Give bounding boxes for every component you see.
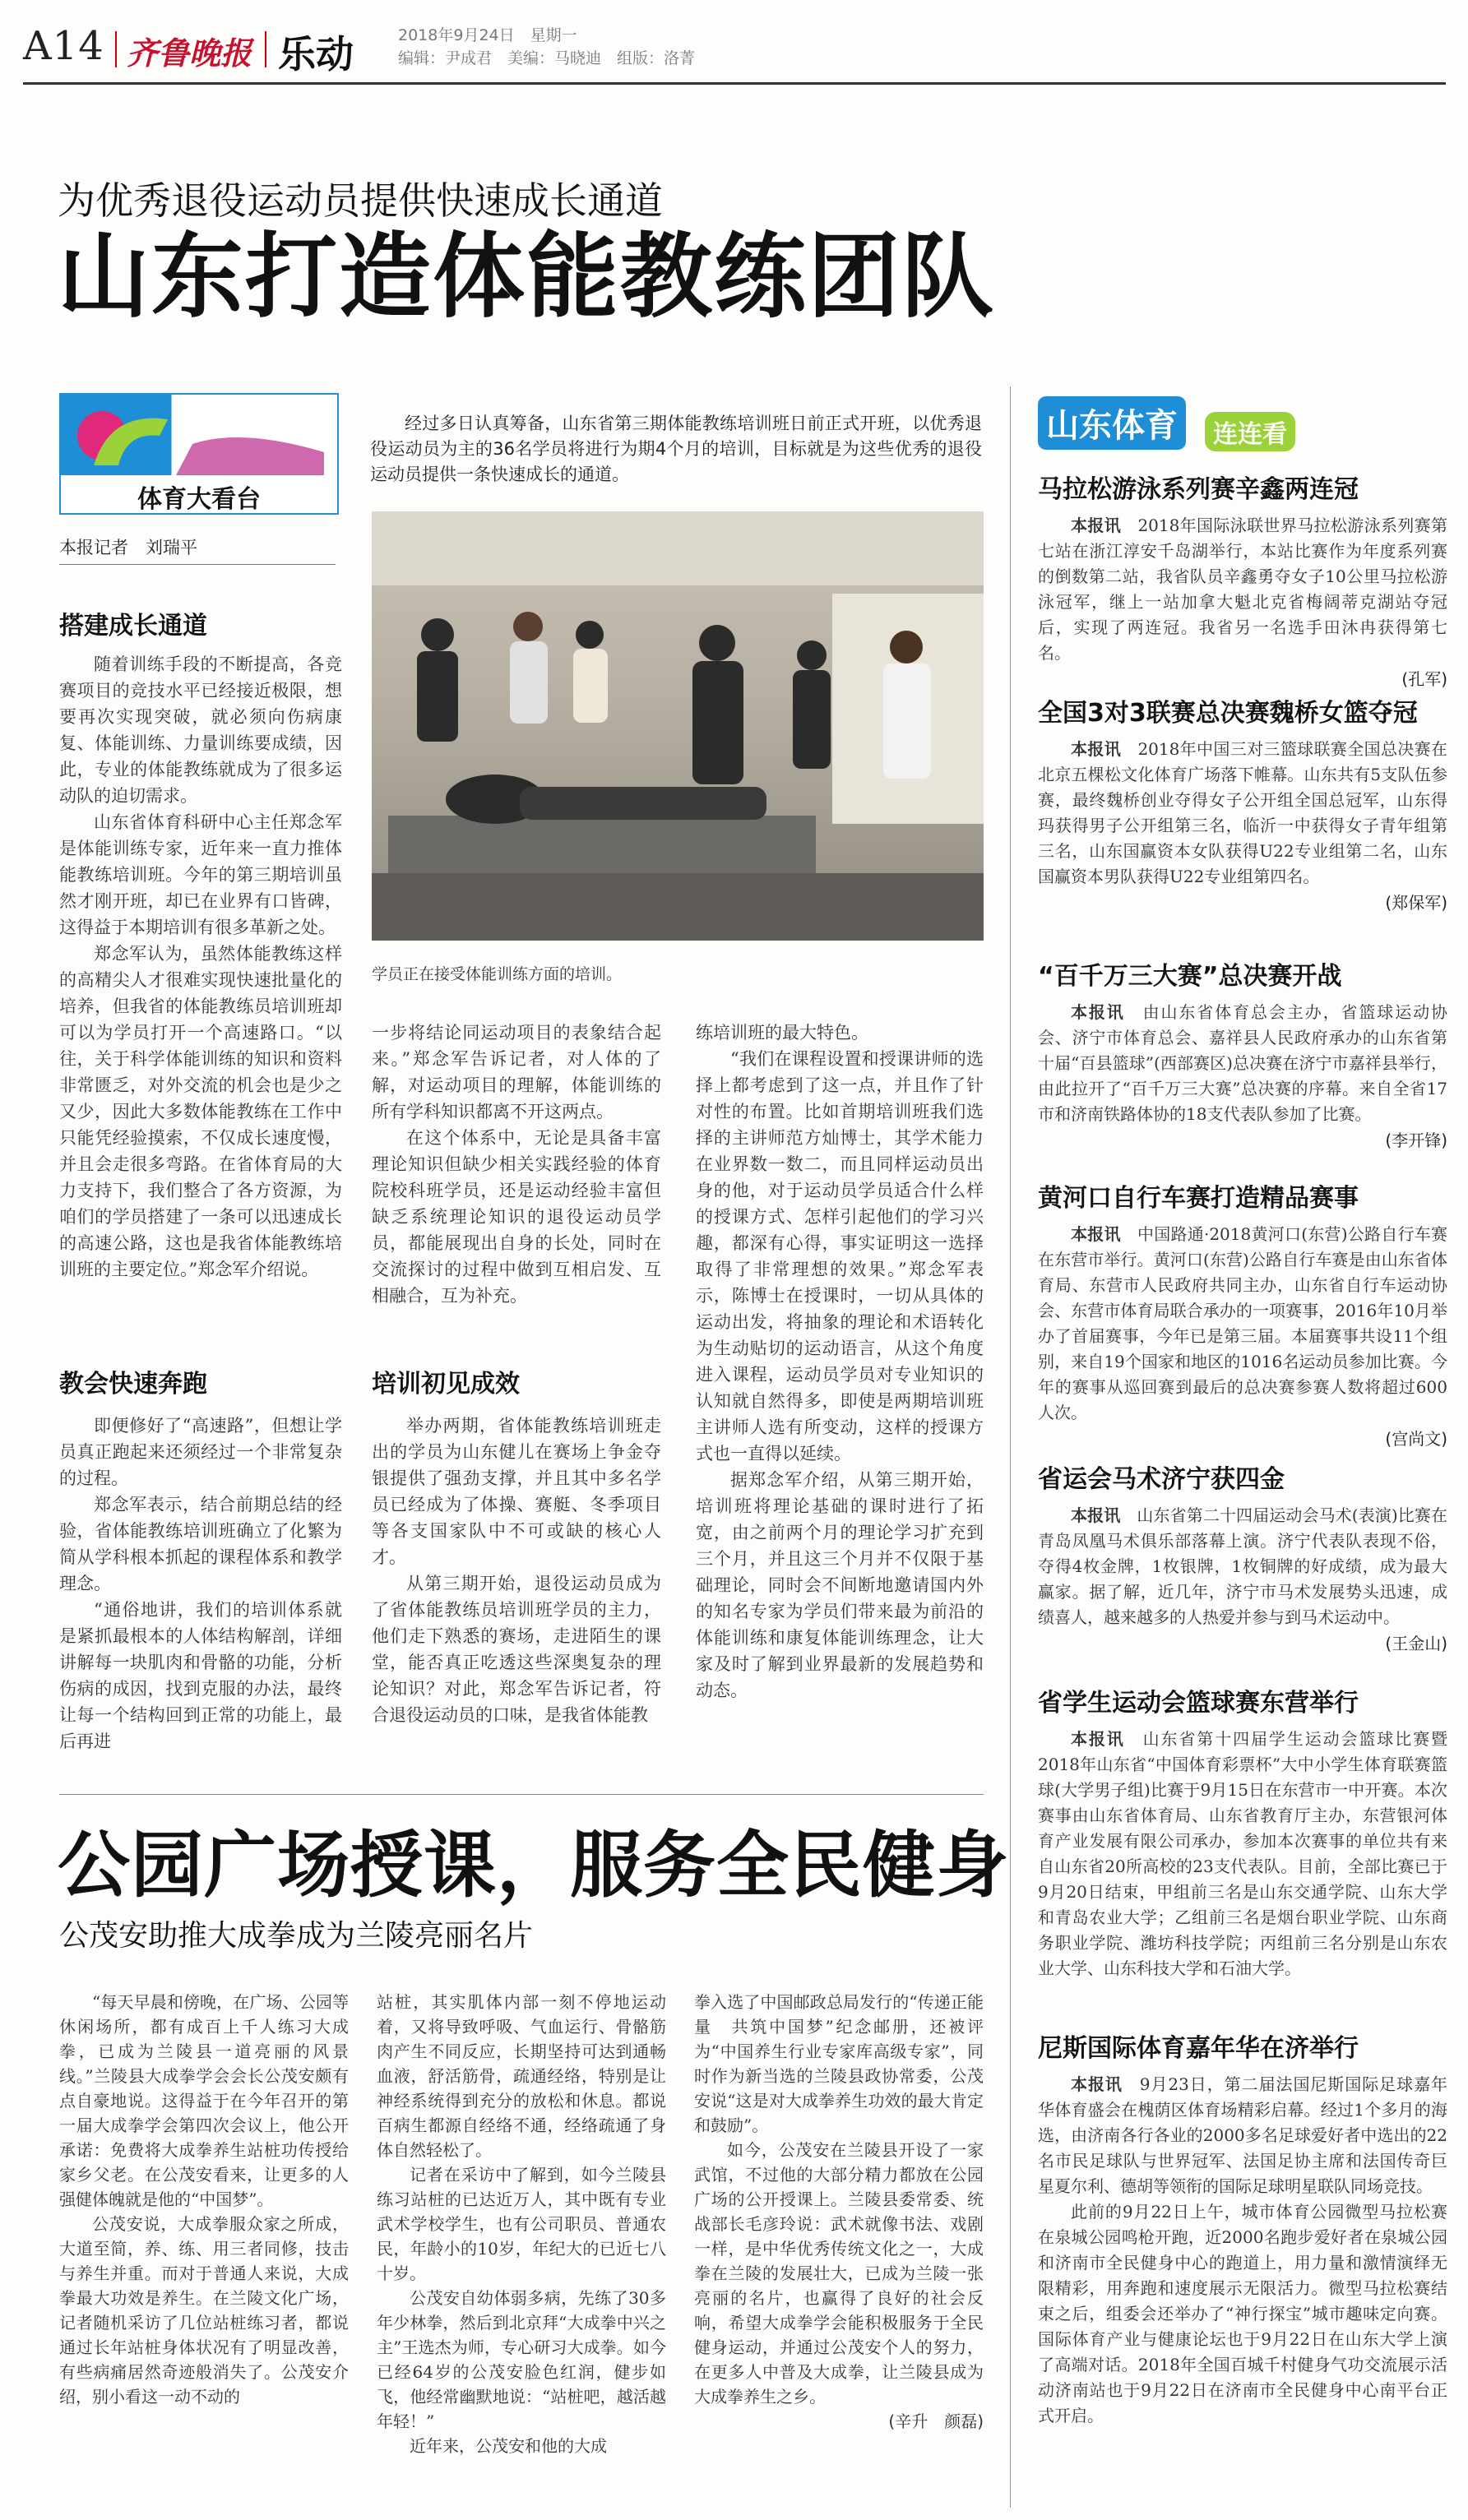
sidebar-item-author: (李开锋) [1385,1131,1447,1150]
item-text: 由山东省体育总会主办，省篮球运动协会、济宁市体育总会、嘉祥县人民政府承办的山东省第十届“百县篮球”(西部赛区)总决赛在济宁市嘉祥县举行，由此拉开了“百千万三大赛”总决赛的序幕。来自全省17市和济南铁路体协的18支代表队参加了比赛。 [1038,1002,1448,1124]
item-lead: 本报讯 [1071,1002,1125,1022]
sidebar-item [1038,692,1447,955]
sidebar-item-title: 省运会马术济宁获四金 [1038,1465,1285,1494]
sub-heading-2: 教会快速奔跑 [59,1370,207,1399]
sidebar-item [1038,1682,1447,2028]
sidebar-item [1038,2028,1447,2429]
page-number: A14 [23,23,104,69]
story1-col1a [59,651,342,1283]
sidebar-item [1038,955,1447,1177]
sidebar-item-title: 尼斯国际体育嘉年华在济举行 [1038,2034,1359,2063]
item-text: 山东省第十四届学生运动会篮球比赛暨2018年山东省“中国体育彩票杯”大中小学生体育联赛篮球(大学男子组)比赛于9月15日在东营市一中开赛。本次赛事由山东省体育局、山东省教育厅主办，东营银河体育产业发展有限公司承办，参加本次赛事的单位共有来自山东省20所高校的23支代表队。目前，全部比赛已于9月20日结束，甲组前三名是山东交通学院、山东大学和青岛农业大学；乙组前三名是烟台职业学院、山东商务职业学院、潍坊科技学院；丙组前三名分别是山东农业大学、山东科技大学和石油大学。 [1038,1729,1448,1978]
sidebar-logo [1038,391,1334,454]
item-text: 2018年中国三对三篮球联赛全国总决赛在北京五棵松文化体育广场落下帷幕。山东共有5支队伍参赛，最终魏桥创业夺得女子公开组全国总冠军，山东得玛获得男子公开组第三名，临沂一中获得女子青年组第三名，山东国赢资本女队获得U22专业组第二名，山东国赢资本男队获得U22专业组第四名。 [1038,739,1448,886]
paragraph: 从第三期开始，退役运动员成为了省体能教练员培训班学员的主力，他们走下熟悉的赛场，走进陌生的课堂，能否真正吃透这些深奥复杂的理论知识？对此，郑念军告诉记者，符合退役运动员的口味，是我省体能教 [372,1574,661,1725]
item-lead: 本报讯 [1071,1224,1121,1244]
sidebar-divider [1010,386,1011,2508]
paragraph: 据郑念军介绍，从第三期开始，培训班将理论基础的课时进行了拓宽，由之前两个月的理论学习扩充到三个月，并且这三个月并不仅限于基础理论，同时会不间断地邀请国内外的知名专家为学员们带来最为前沿的体能训练和康复体能训练理念，让大家及时了解到业界最新的发展趋势和动态。 [696,1470,984,1700]
paragraph: 一步将结论同运动项目的表象结合起来。”郑念军告诉记者，对人体的了解，对运动项目的理解，体能训练的所有学科知识都离不开这两点。 [372,1023,661,1121]
story1-kicker: 为优秀退役运动员提供快速成长通道 [58,178,663,223]
sidebar-item-body [1038,513,1447,666]
sub-heading-1: 搭建成长通道 [59,612,207,640]
sidebar-item-author: (宫尚文) [1385,1429,1447,1449]
story1-col3 [696,1020,984,1704]
item-text: 中国路通·2018黄河口(东营)公路自行车赛在东营市举行。黄河口(东营)公路自行车赛是由山东省体育局、东营市人民政府共同主办，山东省自行车运动协会、东营市体育局联合承办的一项赛事，2016年10月举办了首届赛事，今年已是第三届。本届赛事共设11个组别，来自19个国家和地区的1016名运动员参加比赛。今年的赛事从巡回赛到最后的总决赛参赛人数将超过600人次。 [1038,1224,1447,1422]
sidebar-item [1038,1459,1447,1682]
story-separator [59,1794,984,1795]
item-text: 山东省第二十四届运动会马术(表演)比赛在青岛凤凰马术俱乐部落幕上演。济宁代表队表现不俗，夺得4枚金牌，1枚银牌，1枚铜牌的好成绩，成为最大赢家。据了解，近几年，济宁市马术发展势头迅速，成绩喜人，越来越多的人热爱并参与到马术运动中。 [1038,1505,1448,1627]
paragraph: 即便修好了“高速路”，但想让学员真正跑起来还须经过一个非常复杂的过程。 [59,1416,342,1488]
item-text: 2018年国际泳联世界马拉松游泳系列赛第七站在浙江淳安千岛湖举行，本站比赛作为年度系列赛的倒数第二站，我省队员辛鑫勇夺女子10公里马拉松游泳冠军，继上一站加拿大魁北克省梅阔蒂克湖站夺冠后，实现了两连冠。我省另一名选手田沐冉获得第七名。 [1038,516,1448,663]
sidebar-item-body [1038,1000,1447,1127]
paragraph: 练培训班的最大特色。 [696,1023,868,1043]
header-date: 2018年9月24日 星期一 [398,26,577,44]
paragraph: 举办两期，省体能教练培训班走出的学员为山东健儿在赛场上争金夺银提供了强劲支撑，并且其中多名学员已经成为了体操、赛艇、冬季项目等各支国家队中不可或缺的核心人才。 [372,1416,661,1567]
sports-column-logo [59,393,339,515]
sidebar-logo-main: 山东体育 [1038,396,1186,450]
story1-col2a [372,1020,661,1309]
byline-rule [59,564,336,565]
paragraph: 在这个体系中，无论是具备丰富理论知识但缺少相关实践经验的体育院校科班学员，还是运动经验丰富但缺乏系统理论知识的退役运动员学员，都能展现出自身的长处，同时在交流探讨的过程中做到互相启发、互相融合，互为补充。 [372,1128,661,1306]
story1-byline: 本报记者 刘瑞平 [59,538,197,557]
story2-col3 [694,1990,984,2434]
paragraph: 站桩，其实肌体内部一刻不停地运动着，又将导致呼吸、气血运行、骨骼筋肉产生不同反应，长期坚持可达到通畅血液，舒活筋骨，疏通经络，特别是让神经系统得到充分的放松和休息。都说百病生都源自经络不通，经络疏通了身体自然轻松了。 [377,1992,666,2160]
paragraph: 随着训练手段的不断提高，各竞赛项目的竞技水平已经接近极限，想要再次实现突破，就必须向伤病康复、体能训练、力量训练要成绩，因此，专业的体能教练就成为了很多运动队的迫切需求。 [59,654,342,806]
training-photo [372,511,984,941]
paragraph: “通俗地讲，我们的培训体系就是紧抓最根本的人体结构解剖，详细讲解每一块肌肉和骨骼的功能，分析伤病的成因，找到克服的办法，最终让每一个结构回到正常的功能上，最后再进 [59,1600,342,1751]
item-lead: 本报讯 [1071,1505,1121,1525]
story1-lede: 经过多日认真筹备，山东省第三期体能教练培训班日前正式开班，以优秀退役运动员为主的36名学员将进行为期4个月的培训，目标就是为这些优秀的退役运动员提供一条快速成长的通道。 [370,414,982,484]
story2-author: (辛升 颜磊) [888,2411,984,2431]
paragraph: 山东省体育科研中心主任郑念军是体能训练专家，近年来一直力推体能教练培训班。今年的第三期培训虽然才刚开班，却已在业界有口皆碑，这得益于本期培训有很多革新之处。 [59,812,342,937]
paragraph: 拳入选了中国邮政总局发行的“传递正能量 共筑中国梦”纪念邮册，还被评为“中国养生行业专家库高级专家”，同时作为新当选的兰陵县政协常委，公茂安说“这是对大成拳养生功效的最大肯定和鼓励”。 [694,1992,984,2135]
sidebar-news-list [1038,469,1447,2429]
header-divider-2 [265,31,266,67]
paragraph: “我们在课程设置和授课讲师的选择上都考虑到了这一点，并且作了针对性的布置。比如首期培训班我们选择的主讲师范方灿博士，其学术能力在业界数一数二，而且同样运动员出身的他，对于运动员学员适合什么样的授课方式、怎样引起他们的学习兴趣，都深有心得，事实证明这一选择取得了非常理想的效果。”郑念军表示，陈博士在授课时，一切从具体的运动出发，将抽象的理论和术语转化为生动贴切的运动语言，从这个角度进入课程，运动员学员对专业知识的认知就自然得多，即使是两期培训班主讲师人选有所变动，这样的授课方式也一直得以延续。 [696,1049,984,1463]
logo-label: 体育大看台 [137,485,261,514]
sidebar-item-body [1038,1222,1447,1426]
story1-col1b [59,1413,342,1755]
item-text: 9月23日，第二届法国尼斯国际足球嘉年华体育盛会在槐荫区体育场精彩启幕。经过1个多月的海选，由济南各行各业的2000多名足球爱好者中选出的22名市民足球队与世界冠军、法国足协主席和法国传奇巨星夏尔利、德胡等领衔的国际足球明星联队同场竞技。 [1038,2074,1448,2196]
paper-name: 齐鲁晚报 [127,35,252,72]
story2-subhead: 公茂安助推大成拳成为兰陵亮丽名片 [59,1919,534,1953]
header-rule [23,82,1446,85]
section-name: 乐动 [278,32,354,76]
sidebar-logo-tag: 连连看 [1202,409,1298,454]
item-lead: 本报讯 [1071,1729,1125,1749]
story1-col2b [372,1413,661,1728]
sidebar-item-body-2: 此前的9月22日上午，城市体育公园微型马拉松赛在泉城公园鸣枪开跑，近2000名跑步爱好者在泉城公园和济南市全民健身中心的跑道上，用力量和激情演绎无限精彩，用奔跑和速度展示无限活力。微型马拉松赛结束之后，组委会还举办了“神行探宝”城市趣味定向赛。国际体育产业与健康论坛也于9月22日在山东大学上演了高端对话。2018年全国百城千村健身气功交流展示活动济南站也于9月22日在济南市全民健身中心南平台正式开启。 [1038,2202,1447,2425]
logo-graphic [61,395,337,475]
sidebar-item-title: 黄河口自行车赛打造精品赛事 [1038,1184,1359,1213]
sidebar-item-title: 省学生运动会篮球赛东营举行 [1038,1689,1359,1718]
story2-headline: 公园广场授课，服务全民健身 [58,1823,1010,1907]
sidebar-item [1038,469,1447,692]
sidebar-item-title: 全国3对3联赛总决赛魏桥女篮夺冠 [1038,699,1418,728]
sidebar-item-body [1038,1503,1447,1630]
paragraph: 公茂安说，大成拳服众家之所成，大道至简，养、练、用三者同修，技击与养生并重。而对于普通人来说，大成拳最大功效是养生。在兰陵文化广场，记者随机采访了几位站桩练习者，都说通过长年站桩身体状况有了明显改善，有些病痛居然奇迹般消失了。公茂安介绍，别小看这一动不动的 [59,2214,349,2407]
paragraph: 如今，公茂安在兰陵县开设了一家武馆，不过他的大部分精力都放在公园广场的公开授课上。兰陵县委常委、统战部长毛彦玲说：武术就像书法、戏剧一样，是中华优秀传统文化之一，大成拳在兰陵的发展壮大，已成为兰陵一张亮丽的名片，也赢得了良好的社会反响，希望大成拳学会能积极服务于全民健身运动，并通过公茂安个人的努力，在更多人中普及大成拳，让兰陵县成为大成拳养生之乡。 [694,2140,984,2407]
item-lead: 本报讯 [1071,2074,1123,2094]
sidebar-item-body [1038,2072,1447,2199]
sidebar-item-author: (郑保军) [1385,893,1447,913]
sidebar-item-author: (王金山) [1385,1634,1447,1653]
paragraph: 郑念军认为，虽然体能教练这样的高精尖人才很难实现快速批量化的培养，但我省的体能教练员培训班却可以为学员打开一个高速路口。“以往，关于科学体能训练的知识和资料非常匮乏，对外交流的机会也是少之又少，因此大多数体能教练在工作中只能凭经验摸索，不仅成长速度慢，并且会走很多弯路。在省体育局的大力支持下，我们整合了各方资源，为咱们的学员搭建了一条可以迅速成长的高速公路，这也是我省体能教练培训班的主要定位。”郑念军介绍说。 [59,944,342,1279]
sidebar-item [1038,1177,1447,1459]
paragraph: 公茂安自幼体弱多病，先练了30多年少林拳，然后到北京拜“大成拳中兴之主”王选杰为师，专心研习大成拳。如今已经64岁的公茂安脸色红润，健步如飞，他经常幽默地说：“站桩吧，越活越年轻！” [377,2288,666,2431]
story2-col2 [377,1990,666,2458]
sub-heading-3: 培训初见成效 [372,1370,520,1399]
sidebar-item-body [1038,1727,1447,1981]
photo-caption: 学员正在接受体能训练方面的培训。 [372,965,623,983]
item-lead: 本报讯 [1071,516,1122,535]
sidebar-item-author: (孔军) [1401,669,1447,689]
story2-col1 [59,1990,349,2409]
logo-swoosh-icon [61,395,337,475]
story1-headline: 山东打造体能教练团队 [58,224,995,331]
photo-scene [372,511,984,941]
paragraph: 近年来，公茂安和他的大成 [410,2436,607,2456]
sidebar-item-body [1038,737,1447,890]
sidebar-item-title: 马拉松游泳系列赛辛鑫两连冠 [1038,475,1359,504]
paragraph: “每天早晨和傍晚，在广场、公园等休闲场所，都有成百上千人练习大成拳，已成为兰陵县一道亮丽的风景线。”兰陵县大成拳学会会长公茂安颇有点自豪地说。这得益于在今年召开的第一届大成拳学会第四次会议上，他公开承诺：免费将大成拳养生站桩功传授给家乡父老。在公茂安看来，让更多的人强健体魄就是他的“中国梦”。 [59,1992,349,2209]
header-editors: 编辑：尹成君 美编：马晓迪 组版：洛菁 [398,49,696,67]
paragraph: 记者在采访中了解到，如今兰陵县练习站桩的已达近万人，其中既有专业武术学校学生，也有公司职员、普通农民，年龄小的10岁，年纪大的已近七八十岁。 [377,2165,666,2283]
item-lead: 本报讯 [1071,739,1122,759]
sidebar-item-title: “百千万三大赛”总决赛开战 [1038,962,1342,991]
paragraph: 郑念军表示，结合前期总结的经验，省体能教练培训班确立了化繁为简从学科根本抓起的课程体系和教学理念。 [59,1495,342,1593]
header-divider-1 [115,31,117,67]
